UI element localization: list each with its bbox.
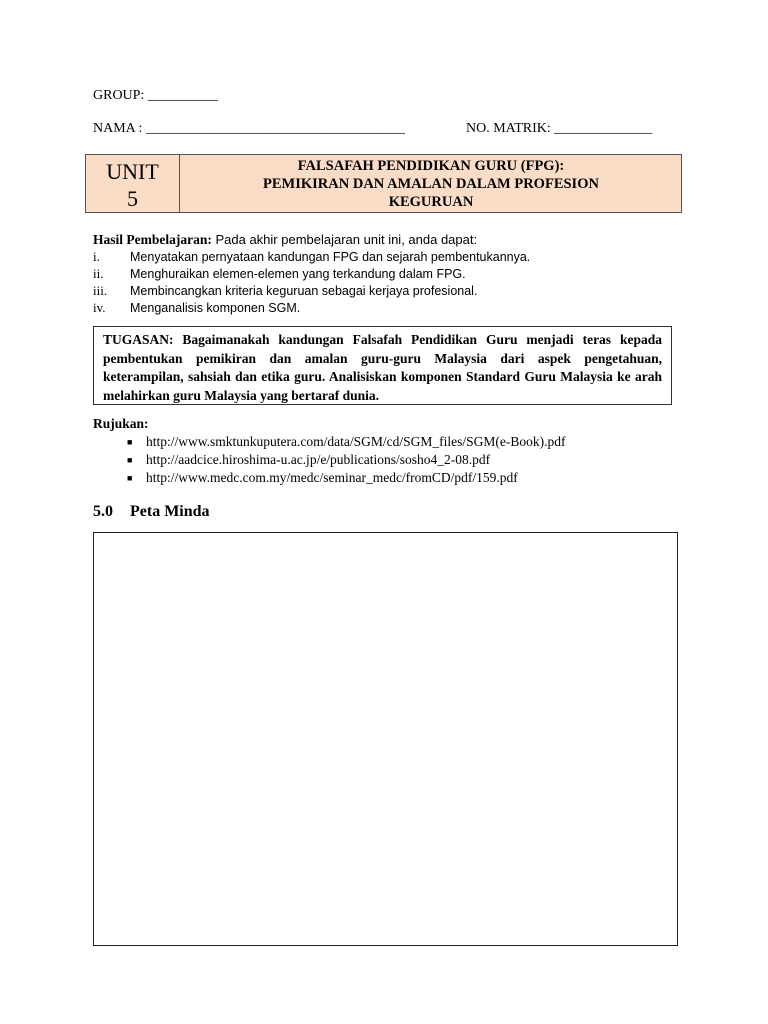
list-item-text: Membincangkan kriteria keguruan sebagai kerjaya profesional. (130, 284, 478, 298)
section-number: 5.0 (93, 503, 113, 520)
references-label: Rujukan: (93, 416, 149, 431)
list-item-text: Menganalisis komponen SGM. (130, 301, 301, 315)
bullet-icon: ■ (127, 473, 133, 483)
list-item (93, 282, 530, 299)
reference-link[interactable]: http://aadcice.hiroshima-u.ac.jp/e/publications/sosho4_2-08.pdf (146, 452, 491, 467)
list-item (93, 248, 530, 265)
reference-link[interactable]: http://www.medc.com.my/medc/seminar_medc/fromCD/pdf/159.pdf (146, 470, 518, 485)
section-heading (93, 503, 210, 521)
list-item-number: iii. (93, 283, 108, 298)
learning-outcomes-label: Hasil Pembelajaran: (93, 232, 212, 247)
learning-outcomes-text: Pada akhir pembelajaran unit ini, anda dapat: (211, 232, 478, 247)
references-list (127, 433, 565, 487)
list-item (127, 451, 565, 469)
list-item (127, 433, 565, 451)
list-item (93, 265, 530, 282)
unit-title-line1: FALSAFAH PENDIDIKAN GURU (FPG): (297, 158, 565, 174)
learning-outcomes-intro (93, 232, 477, 248)
unit-header-table (85, 154, 682, 213)
list-item-number: ii. (93, 266, 104, 281)
assignment-box: TUGASAN: Bagaimanakah kandungan Falsafah Pendidikan Guru menjadi teras kepada pembentukan pemikiran dan amalan guru-guru Malaysia dari aspek pengetahuan, keterampilan, sahsiah dan etika guru. Analisiskan komponen Standard Guru Malaysia ke arah melahirkan guru Malaysia yang bertaraf dunia. (93, 326, 672, 405)
group-field-label: GROUP: __________ (93, 88, 218, 103)
unit-number: 5 (127, 186, 138, 211)
list-item (127, 469, 565, 487)
learning-outcomes-list (93, 248, 530, 316)
mind-map-area[interactable] (93, 532, 678, 946)
list-item (93, 299, 530, 316)
section-title: Peta Minda (130, 503, 210, 520)
list-item-text: Menghuraikan elemen-elemen yang terkandung dalam FPG. (130, 267, 466, 281)
nama-field-label: NAMA : _____________________________________ (93, 121, 405, 136)
unit-title-line3: KEGURUAN (388, 194, 474, 210)
unit-number-cell (86, 155, 180, 212)
list-item-number: iv. (93, 300, 106, 315)
unit-title-line2: PEMIKIRAN DAN AMALAN DALAM PROFESION (263, 176, 599, 192)
unit-title-cell (181, 155, 681, 214)
bullet-icon: ■ (127, 437, 133, 447)
bullet-icon: ■ (127, 455, 133, 465)
matrik-field-label: NO. MATRIK: ______________ (466, 121, 653, 136)
list-item-text: Menyatakan pernyataan kandungan FPG dan sejarah pembentukannya. (130, 250, 531, 264)
unit-label: UNIT (106, 159, 159, 184)
reference-link[interactable]: http://www.smktunkuputera.com/data/SGM/cd/SGM_files/SGM(e-Book).pdf (146, 434, 566, 449)
list-item-number: i. (93, 249, 100, 264)
